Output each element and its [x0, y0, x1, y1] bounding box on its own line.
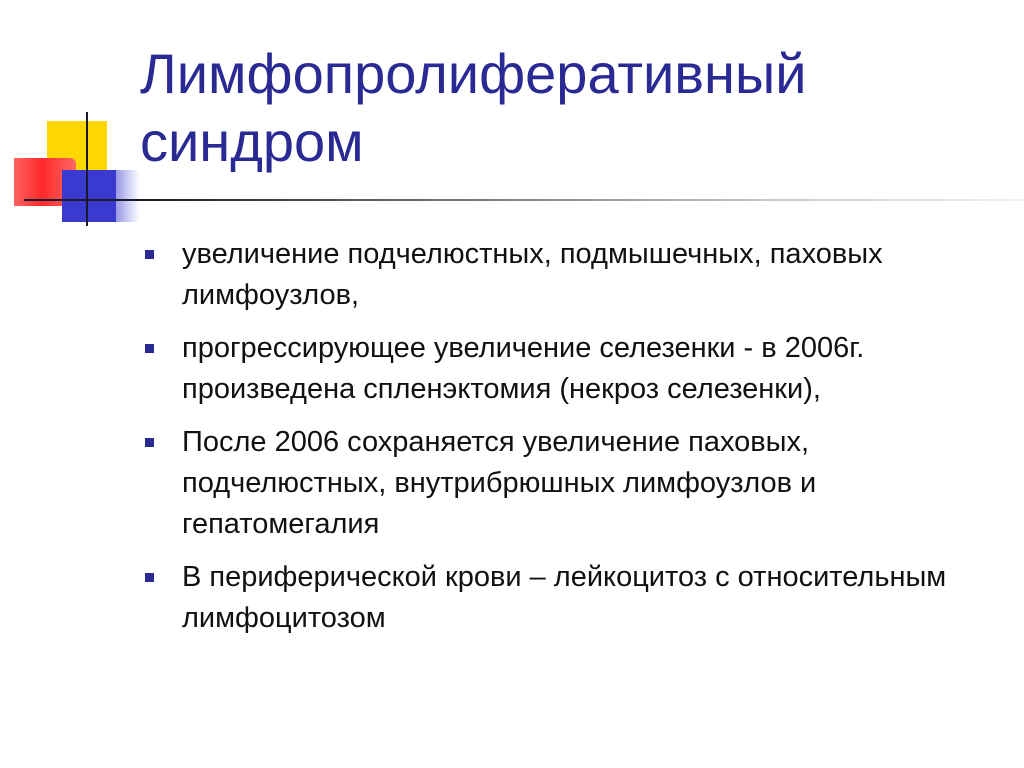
bullet-item: [140, 422, 970, 545]
bullet-text: прогрессирующее увеличение селезенки - в 2006г. произведена спленэктомия (некроз селезенки),: [182, 332, 865, 405]
square-bullet-icon: [145, 573, 154, 582]
bullet-text: После 2006 сохраняется увеличение паховых, подчелюстных, внутрибрюшных лимфоузлов и гепатомегалия: [182, 426, 817, 540]
bullet-item: [140, 234, 970, 316]
square-bullet-icon: [145, 438, 154, 447]
bullet-text: В периферической крови – лейкоцитоз с относительным лимфоцитозом: [182, 561, 947, 634]
bullet-item: [140, 557, 970, 639]
vertical-rule: [86, 112, 88, 226]
square-bullet-icon: [145, 250, 154, 259]
blue-glow-decoration: [100, 170, 140, 222]
bullet-list: [140, 234, 970, 651]
slide-title: Лимфопролиферативный синдром: [140, 42, 807, 173]
corner-ornament: [0, 0, 140, 240]
square-bullet-icon: [145, 344, 154, 353]
title-underline-rule: [24, 199, 1024, 201]
bullet-text: увеличение подчелюстных, подмышечных, паховых лимфоузлов,: [182, 238, 883, 311]
bullet-item: [140, 328, 970, 410]
